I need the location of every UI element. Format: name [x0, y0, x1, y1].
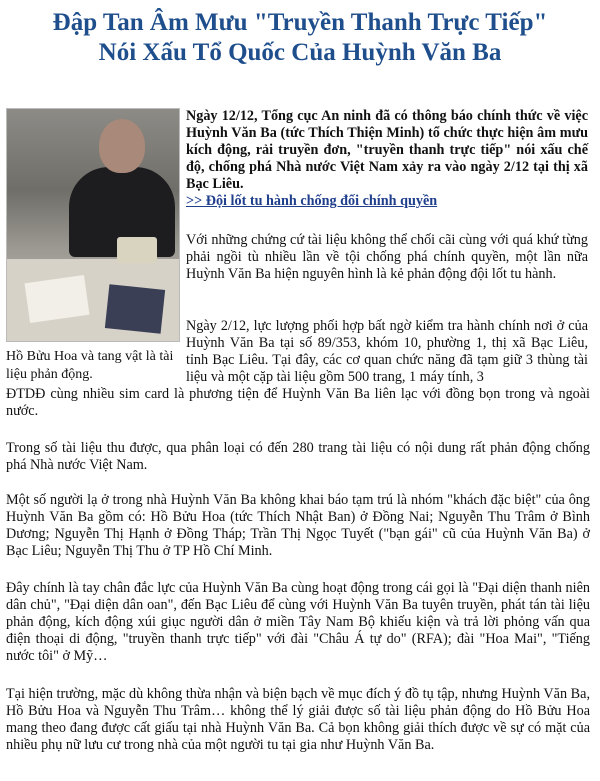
- paragraph-4: Trong số tài liệu thu được, qua phân loại có đến 280 trang tài liệu có nội dung rất phản động chống phá Nhà nước Việt Nam.: [6, 440, 590, 473]
- article-title: [0, 8, 600, 68]
- paragraph-3a: Ngày 2/12, lực lượng phối hợp bất ngờ kiểm tra hành chính nơi ở của Huỳnh Văn Ba tại số 89/353, khóm 10, phường 1, thị xã Bạc Liêu, tỉnh Bạc Liêu. Tại đây, các cơ quan chức năng đã tạm giữ 3 thùng tài liệu và một cặp tài liệu gồm 500 trang, 1 máy tính, 3: [186, 318, 588, 385]
- title-line-2: Nói Xấu Tổ Quốc Của Huỳnh Văn Ba: [98, 39, 502, 66]
- title-line-1: Đập Tan Âm Mưu "Truyền Thanh Trực Tiếp": [52, 9, 548, 36]
- paragraph-6: Đây chính là tay chân đắc lực của Huỳnh Văn Ba cùng hoạt động trong cái gọi là "Đại diện thanh niên dân chủ", "Đại diện dân oan", đến Bạc Liêu để cùng với Huỳnh Văn Ba tuyên truyền, phát tán tài liệu phản động, kích động xúi giục người dân ở miền Tây Nam Bộ khiếu kiện và trả lời phỏng vấn qua điện thoại di động, "truyền thanh trực tiếp" với đài "Châu Á tự do" (RFA); đài "Hoa Mai", "Tiếng nước tôi" ở Mỹ…: [6, 580, 590, 664]
- photo-caption: Hồ Bửu Hoa và tang vật là tài liệu phản động.: [6, 349, 174, 382]
- paragraph-7: Tại hiện trường, mặc dù không thừa nhận và biện bạch về mục đích ý đồ tụ tập, nhưng Huỳnh Văn Ba, Hồ Bửu Hoa và Nguyễn Thu Trâm… không thể lý giải được số tài liệu phản động do Hồ Bửu Hoa mang theo đang được cất giấu tại nhà Huỳnh Văn Ba. Cả bọn không giải thích được về sự có mặt của nhiều phụ nữ lưu cư trong nhà của một người tu tại gia như Huỳnh Văn Ba.: [6, 686, 590, 753]
- photo-person-head: [99, 119, 145, 173]
- article-photo: [6, 108, 180, 342]
- photo-document: [25, 275, 90, 323]
- paragraph-5: Một số người lạ ở trong nhà Huỳnh Văn Ba không khai báo tạm trú là nhóm "khách đặc biệt" của ông Huỳnh Văn Ba gồm có: Hồ Bửu Hoa (tức Thích Nhật Ban) ở Đồng Nai; Nguyễn Thu Trâm ở Bình Dương; Nguyễn Thị Hạnh ở Đồng Tháp; Trần Thị Ngọc Tuyết ("bạn gái" cũ của Huỳnh Văn Ba) ở Bạc Liêu; Nguyễn Thị Thu ở TP Hồ Chí Minh.: [6, 492, 590, 559]
- lead-paragraph: Ngày 12/12, Tổng cục An ninh đã có thông báo chính thức về việc Huỳnh Văn Ba (tức Thích Thiện Minh) tổ chức thực hiện âm mưu kích động, rải truyền đơn, "truyền thanh trực tiếp" nói xấu chế độ, chống phá Nhà nước Việt Nam xảy ra vào ngày 2/12 tại thị xã Bạc Liêu.: [186, 108, 588, 192]
- paragraph-3b: ĐTDĐ cùng nhiều sim card là phương tiện để Huỳnh Văn Ba liên lạc với đồng bọn trong và ngoài nước.: [6, 386, 590, 419]
- photo-bottles: [117, 237, 157, 263]
- related-article-link[interactable]: >> Đội lốt tu hành chống đối chính quyền: [186, 193, 438, 209]
- paragraph-2: Với những chứng cứ tài liệu không thể chối cãi cùng với quá khứ từng phải ngồi tù nhiều lần về tội chống phá chính quyền, một lần nữa Huỳnh Văn Ba hiện nguyên hình là kẻ phản động đội lốt tu hành.: [186, 232, 588, 282]
- photo-document-dark: [105, 284, 165, 334]
